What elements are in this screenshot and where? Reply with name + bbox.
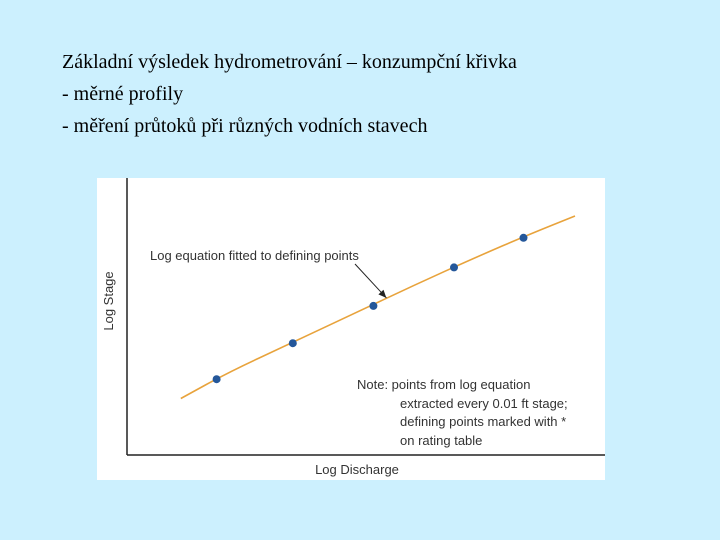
note-line-1: Note: points from log equation [357,377,531,392]
arrow-annotation-label: Log equation fitted to defining points [150,248,359,263]
slide-text [62,46,517,142]
defining-point-4 [450,263,458,271]
rating-curve-chart [97,178,605,480]
defining-point-1 [213,375,221,383]
defining-point-5 [520,234,528,242]
fitted-curve-line [181,216,575,399]
bullet-measuring-profiles: - měrné profily [62,83,184,105]
note-line-4: on rating table [400,433,483,448]
bullet-discharge-measurement: - měření průtoků při různých vodních stavech [62,115,428,137]
defining-point-2 [289,339,297,347]
slide-heading: Základní výsledek hydrometrování – konzumpční křivka [62,51,517,73]
note-line-2: extracted every 0.01 ft stage; [400,396,568,411]
x-axis-label: Log Discharge [315,462,399,477]
y-axis-label: Log Stage [101,271,116,331]
rating-curve-figure [97,178,605,480]
note-line-3: defining points marked with * [400,414,567,429]
defining-point-3 [369,302,377,310]
